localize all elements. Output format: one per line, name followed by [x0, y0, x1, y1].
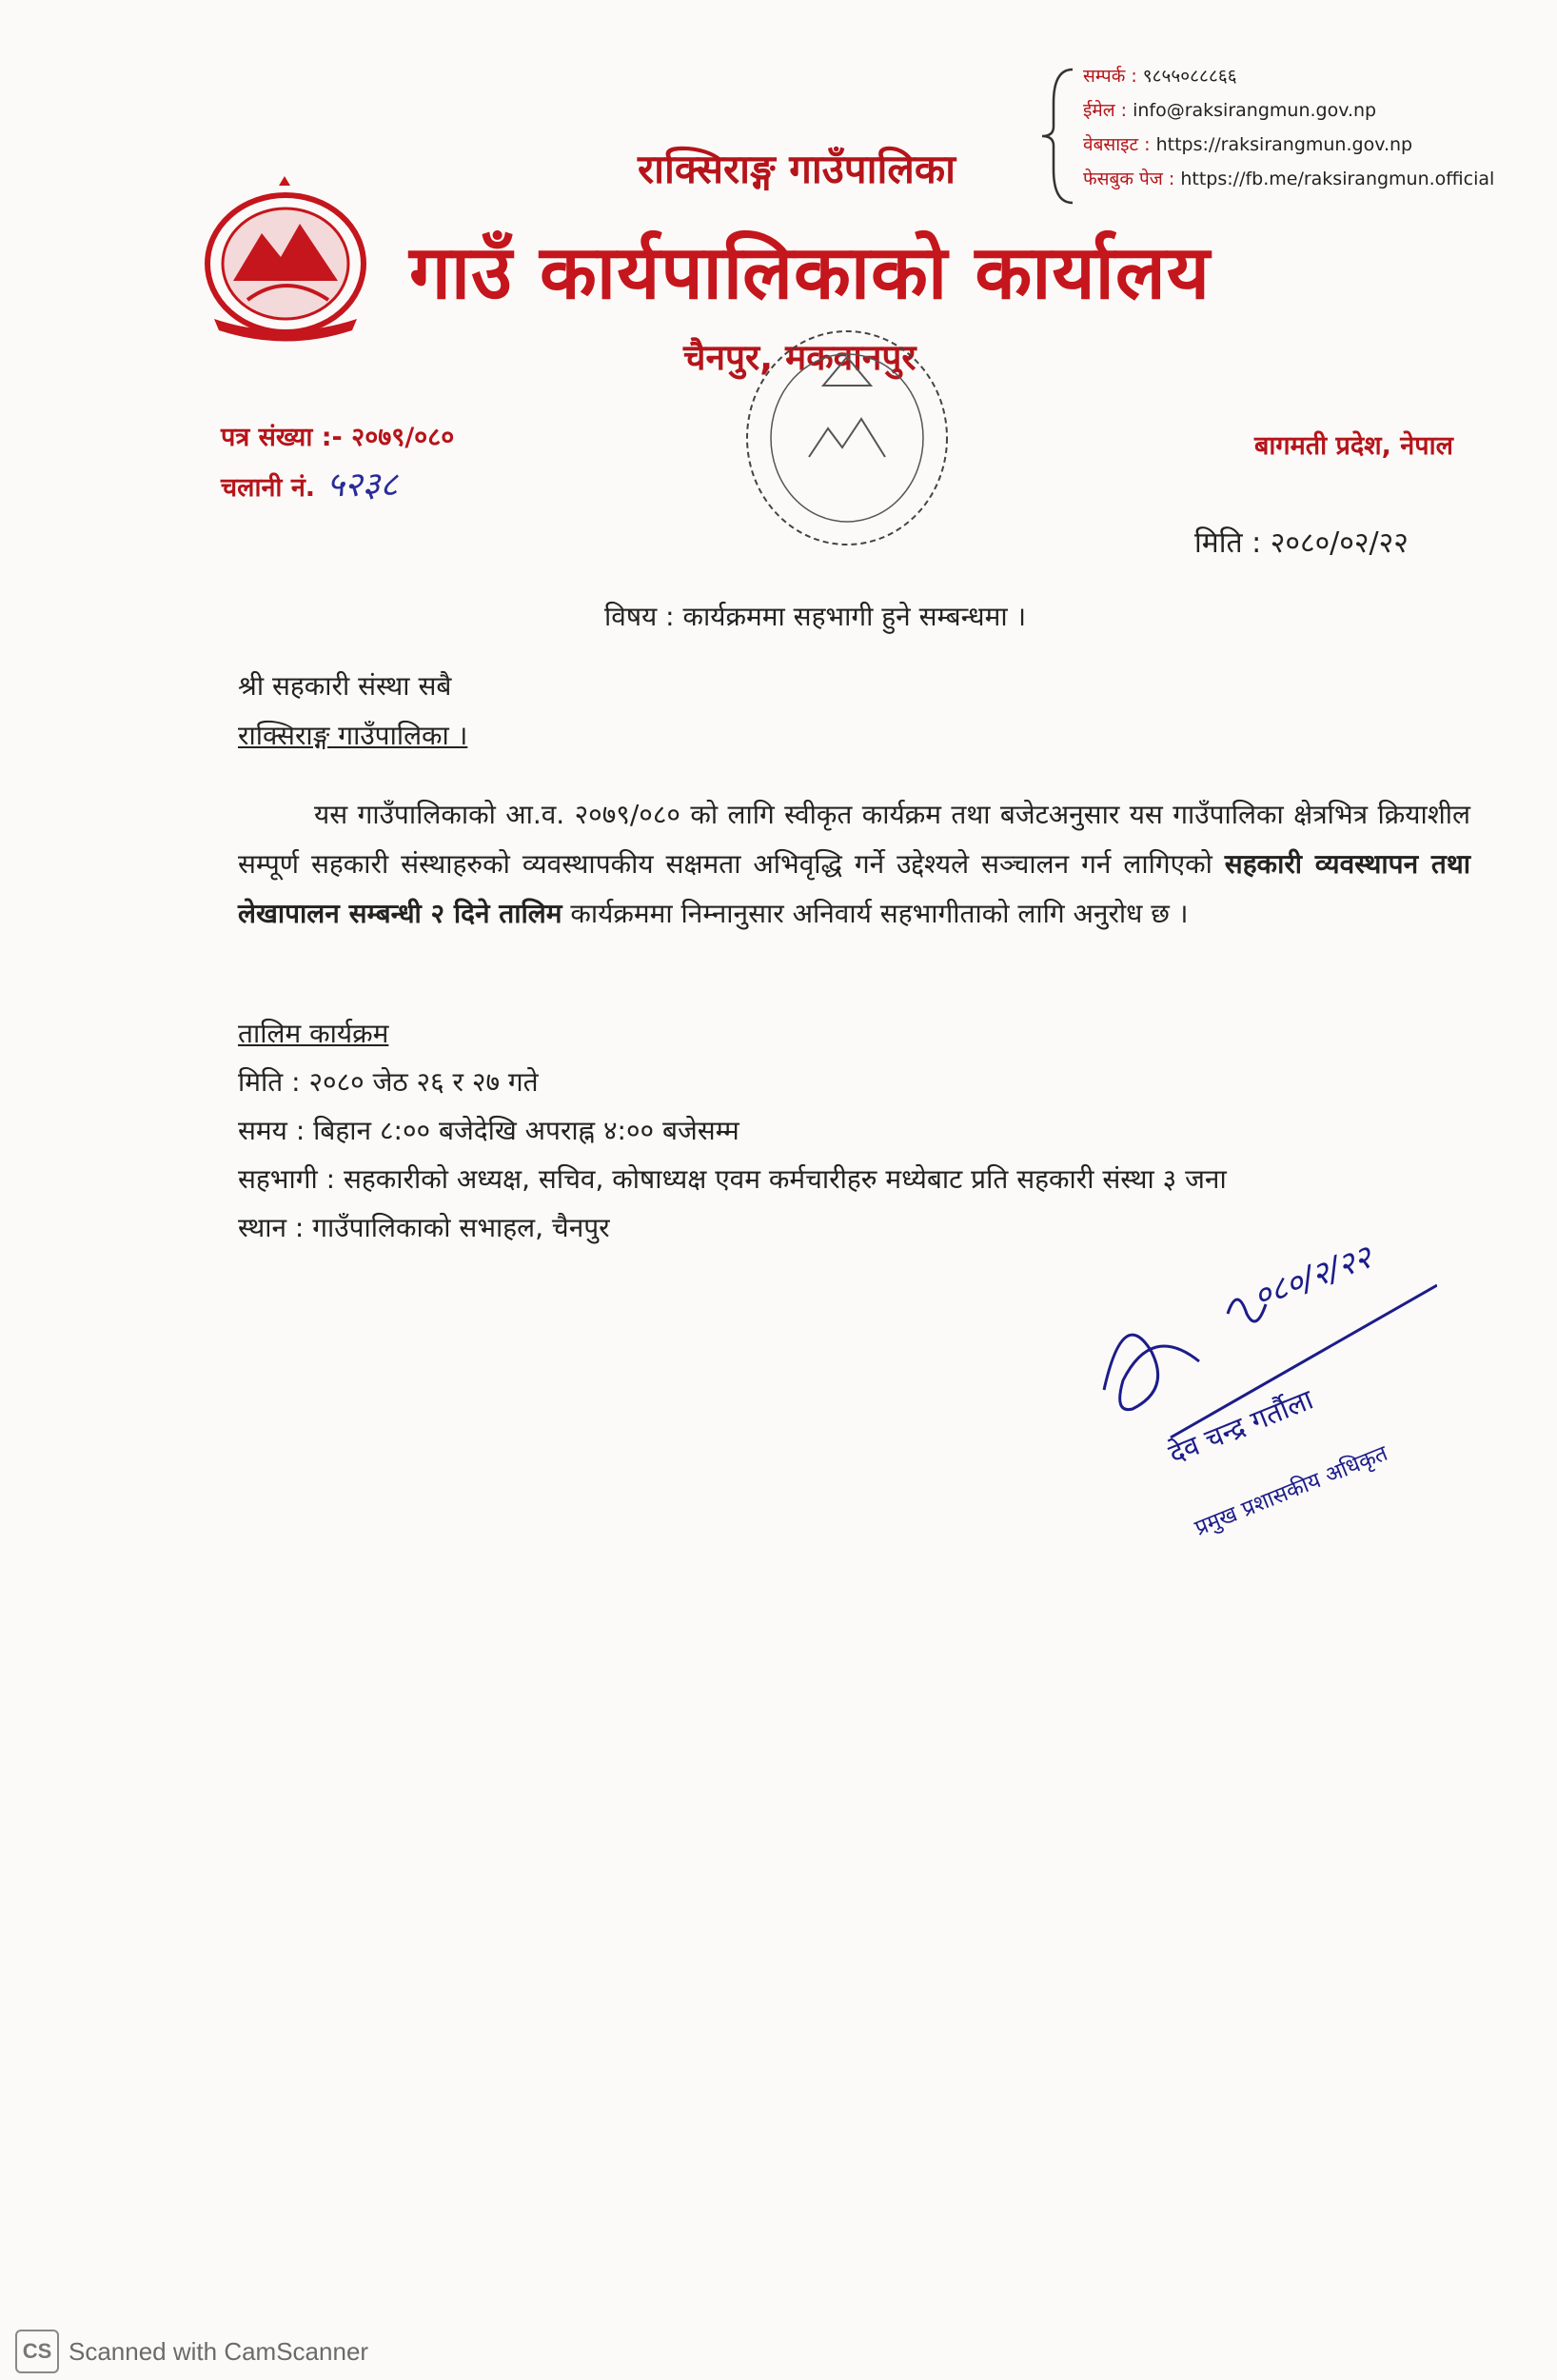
- addressee-line-2: राक्सिराङ्ग गाउँपालिका ।: [238, 720, 468, 751]
- program-heading: तालिम कार्यक्रम: [238, 1018, 389, 1049]
- reference-block: [221, 414, 454, 512]
- program-date: मिति : २०८० जेठ २६ र २७ गते: [238, 1066, 539, 1098]
- addressee-line-1: श्री सहकारी संस्था सबै: [238, 670, 452, 702]
- office-address: चैनपुर, मकवानपुर: [683, 337, 916, 378]
- contact-facebook[interactable]: फेसबुक पेज : https://fb.me/raksirangmun.official: [1083, 169, 1495, 189]
- province-label: बागमती प्रदेश, नेपाल: [1254, 431, 1453, 461]
- addressee-block: [238, 662, 467, 761]
- office-stamp: [728, 314, 966, 557]
- municipality-name: राक्सिराङ्ग गाउँपालिका: [638, 146, 956, 192]
- office-title: गाउँ कार्यपालिकाको कार्यालय: [409, 230, 1211, 316]
- subject-line: विषय : कार्यक्रममा सहभागी हुने सम्बन्धमा ।: [604, 601, 1027, 632]
- program-time: समय : बिहान ८:०० बजेदेखि अपराह्न ४:०० बजेसम्म: [238, 1115, 739, 1146]
- training-program: [238, 1009, 1227, 1252]
- program-venue: स्थान : गाउँपालिकाको सभाहल, चैनपुर: [238, 1212, 610, 1243]
- program-participants: सहभागी : सहकारीको अध्यक्ष, सचिव, कोषाध्यक्ष एवम कर्मचारीहरु मध्येबाट प्रति सहकारी संस्था ३ जना: [238, 1163, 1227, 1195]
- signatory-name: देव चन्द्र गर्तौला: [1164, 1382, 1318, 1471]
- contact-brace: [1039, 65, 1077, 208]
- scanner-watermark: [0, 2323, 368, 2380]
- letter-date: मिति : २०८०/०२/२२: [1194, 526, 1409, 560]
- contact-website[interactable]: वेबसाइट : https://raksirangmun.gov.np: [1083, 134, 1413, 155]
- nepal-emblem-logo: [195, 176, 376, 343]
- body-paragraph: यस गाउँपालिकाको आ.व. २०७९/०८० को लागि स्वीकृत कार्यक्रम तथा बजेटअनुसार यस गाउँपालिका क्षेत्रभित्र क्रियाशील सम्पूर्ण सहकारी संस्थाहरुको व्यवस्थापकीय सक्षमता अभिवृद्धि गर्ने उद्देश्यले सञ्चालन गर्न लागिएको सहकारी व्यवस्थापन तथा लेखापालन सम्बन्धी २ दिने तालिम कार्यक्रममा निम्नानुसार अनिवार्य सहभागीताको लागि अनुरोध छ ।: [238, 799, 1470, 929]
- scanner-text: Scanned with CamScanner: [69, 2336, 369, 2366]
- letter-number: पत्र संख्या :- २०७९/०८०: [221, 423, 455, 452]
- contact-email[interactable]: ईमेल : info@raksirangmun.gov.np: [1083, 100, 1377, 121]
- camscanner-icon: CS: [15, 2330, 59, 2373]
- dispatch-number: चलानी नं. ५२३८: [221, 466, 398, 505]
- signatory-designation: प्रमुख प्रशासकीय अधिकृत: [1191, 1440, 1391, 1541]
- contact-block: [1083, 59, 1494, 196]
- contact-phone: सम्पर्क : ९८५५०८८८६६: [1083, 66, 1237, 87]
- signature-date: ०८०/२/२२: [1248, 1238, 1377, 1317]
